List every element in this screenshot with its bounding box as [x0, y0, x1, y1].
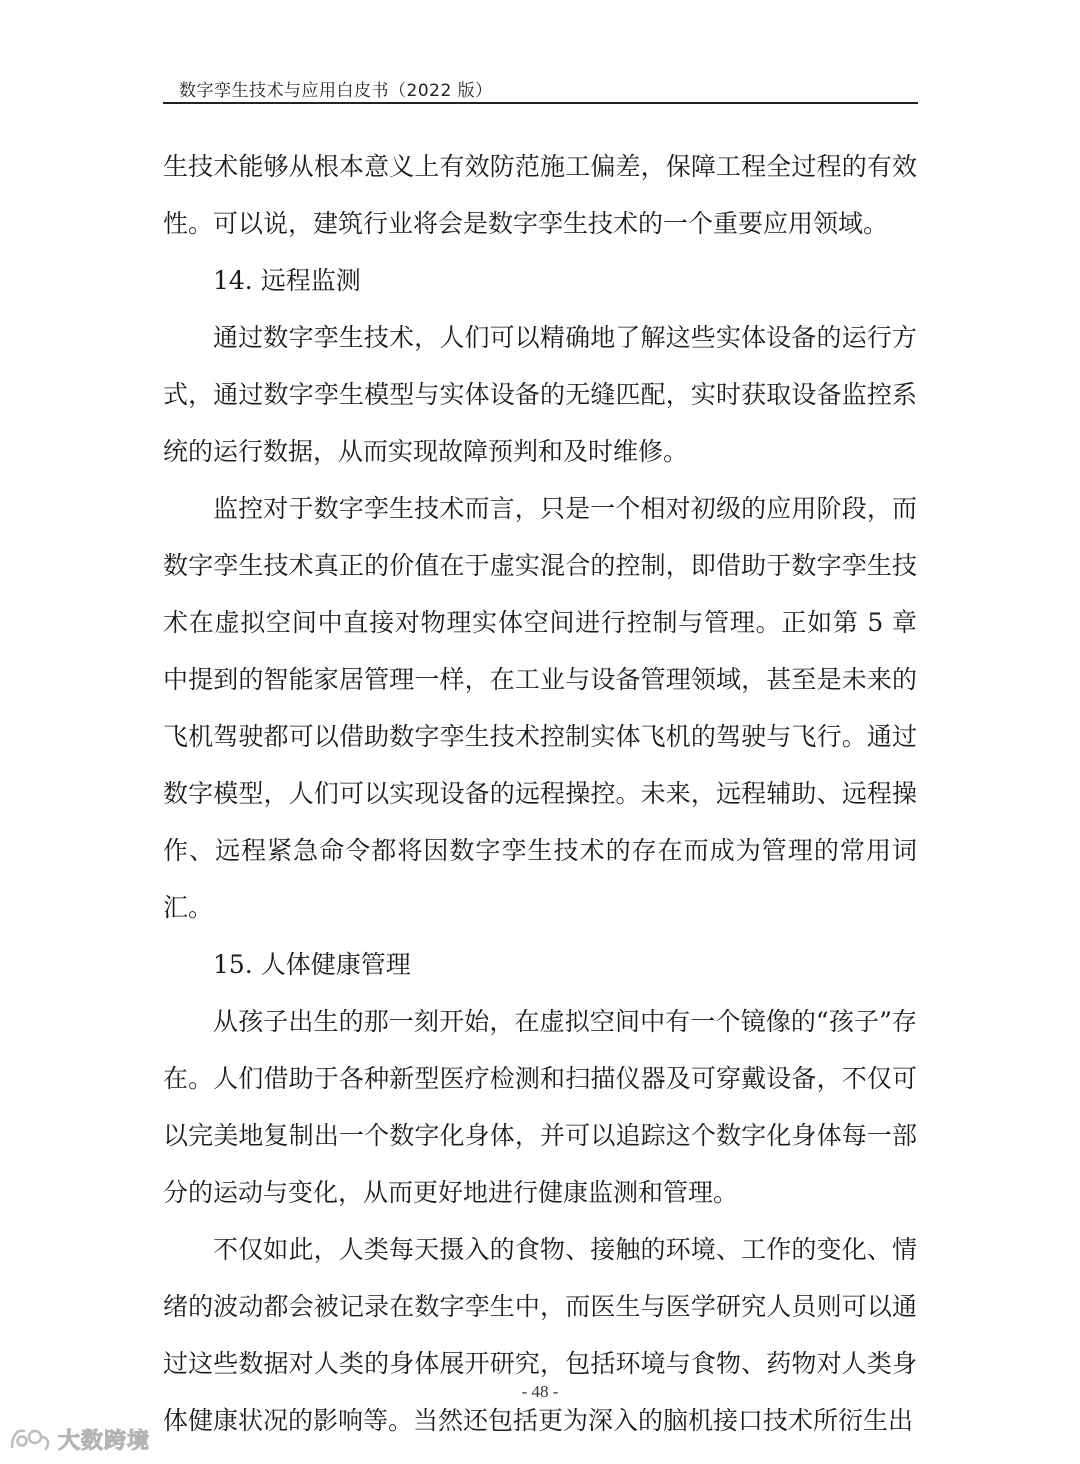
watermark-icon: [8, 1425, 52, 1453]
paragraph: 监控对于数字孪生技术而言，只是一个相对初级的应用阶段，而数字孪生技术真正的价值在于虚实混合的控制，即借助于数字孪生技术在虚拟空间中直接对物理实体空间进行控制与管理。正如第 5 章中提到的智能家居管理一样，在工业与设备管理领域，甚至是未来的飞机驾驶都可以借助数字孪生技术控制实体飞机的驾驶与飞行。通过数字模型，人们可以实现设备的远程操控。未来，远程辅助、远程操作、远程紧急命令都将因数字孪生技术的存在而成为管理的常用词汇。: [163, 494, 917, 922]
paragraph-continuation: 生技术能够从根本意义上有效防范施工偏差，保障工程全过程的有效性。可以说，建筑行业将会是数字孪生技术的一个重要应用领域。: [163, 152, 917, 238]
page-body: [163, 138, 917, 1449]
paragraph: 从孩子出生的那一刻开始，在虚拟空间中有一个镜像的“孩子”存在。人们借助于各种新型医疗检测和扫描仪器及可穿戴设备，不仅可以完美地复制出一个数字化身体，并可以追踪这个数字化身体每一部分的运动与变化，从而更好地进行健康监测和管理。: [163, 1007, 917, 1207]
page-number: - 48 -: [521, 1382, 559, 1401]
document-title: 数字孪生技术与应用白皮书（2022 版）: [179, 81, 493, 101]
watermark-logo: [8, 1424, 150, 1454]
section-heading-health-management: 15. 人体健康管理: [213, 950, 411, 979]
page-header: [163, 72, 918, 104]
paragraph: 不仅如此，人类每天摄入的食物、接触的环境、工作的变化、情绪的波动都会被记录在数字孪生中，而医生与医学研究人员则可以通过这些数据对人类的身体展开研究，包括环境与食物、药物对人类身体健康状况的影响等。当然还包括更为深入的脑机接口技术所衍生出: [163, 1235, 917, 1435]
watermark-text: 大数跨境: [58, 1428, 151, 1454]
paragraph: 通过数字孪生技术，人们可以精确地了解这些实体设备的运行方式，通过数字孪生模型与实体设备的无缝匹配，实时获取设备监控系统的运行数据，从而实现故障预判和及时维修。: [163, 323, 917, 466]
section-heading-remote-monitoring: 14. 远程监测: [213, 266, 361, 295]
